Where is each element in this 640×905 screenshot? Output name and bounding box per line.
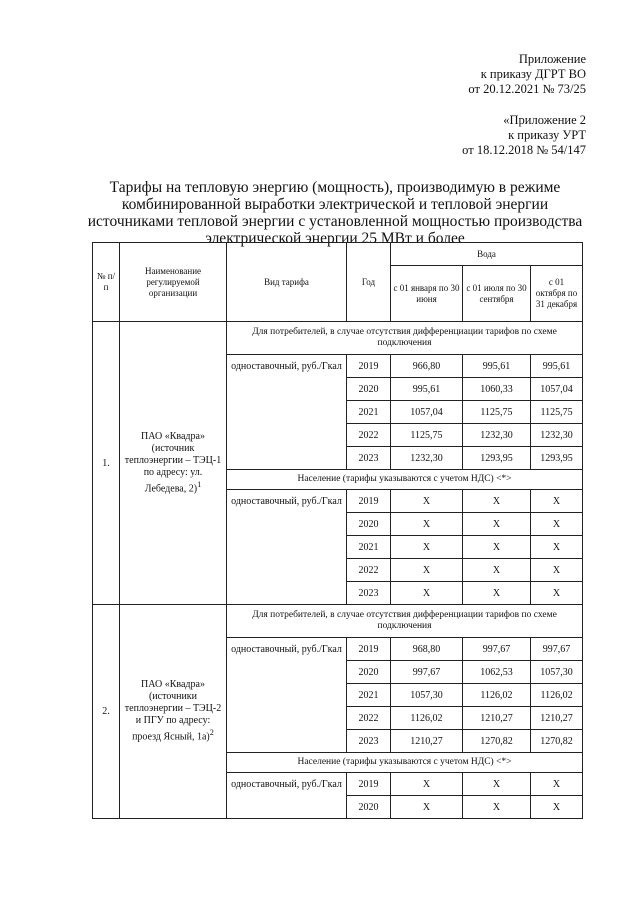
title-line: Тарифы на тепловую энергию (мощность), производимую в режиме: [109, 179, 561, 196]
tariff-value-cell: 995,61: [531, 355, 583, 378]
appendix-line: Приложение: [518, 52, 586, 66]
tariff-kind: одноставочный, руб./Гкал: [227, 490, 347, 605]
section-label: Население (тарифы указываются с учетом НДС) <*>: [227, 753, 583, 773]
column-header-year: Год: [347, 243, 391, 322]
section-label: Для потребителей, в случае отсутствия дифференциации тарифов по схеме подключения: [227, 605, 583, 638]
tariff-value-cell: Х: [463, 536, 531, 559]
year-cell: 2019: [347, 490, 391, 513]
year-cell: 2021: [347, 684, 391, 707]
tariff-value-cell: 1210,27: [463, 707, 531, 730]
tariff-value-cell: Х: [531, 559, 583, 582]
tariff-value-cell: Х: [531, 773, 583, 796]
section-row: [93, 322, 583, 355]
tariff-value-cell: Х: [531, 536, 583, 559]
tariff-kind: одноставочный, руб./Гкал: [227, 638, 347, 753]
appendix-line: от 20.12.2021 № 73/25: [468, 82, 586, 96]
appendix-header: [468, 52, 586, 97]
footnote-marker: 1: [197, 479, 202, 489]
column-header-period: с 01 января по 30 июня: [391, 266, 463, 322]
tariff-value-cell: 966,80: [391, 355, 463, 378]
tariff-value-cell: 1057,04: [531, 378, 583, 401]
original-appendix-line: к приказу УРТ: [508, 128, 586, 142]
org-number: 2.: [93, 605, 120, 819]
tariff-value-cell: 1232,30: [391, 447, 463, 470]
title-line: комбинированной выработки электрической и тепловой энергии: [121, 196, 549, 213]
tariff-kind: одноставочный, руб./Гкал: [227, 355, 347, 470]
tariff-value-cell: Х: [531, 513, 583, 536]
tariff-value-cell: 1057,04: [391, 401, 463, 424]
year-cell: 2020: [347, 513, 391, 536]
tariff-value-cell: Х: [391, 513, 463, 536]
column-header-period: с 01 июля по 30 сентября: [463, 266, 531, 322]
tariff-value-cell: 1125,75: [531, 401, 583, 424]
year-cell: 2023: [347, 730, 391, 753]
tariff-value-cell: Х: [391, 773, 463, 796]
tariff-value-cell: 1057,30: [531, 661, 583, 684]
tariff-value-cell: 1232,30: [463, 424, 531, 447]
year-cell: 2022: [347, 424, 391, 447]
tariff-kind: одноставочный, руб./Гкал: [227, 773, 347, 819]
tariff-value-cell: 1125,75: [391, 424, 463, 447]
tariff-value-cell: 1293,95: [531, 447, 583, 470]
year-cell: 2020: [347, 378, 391, 401]
tariff-value-cell: 1270,82: [463, 730, 531, 753]
tariff-value-cell: Х: [391, 559, 463, 582]
original-appendix-line: «Приложение 2: [503, 113, 586, 127]
tariff-value-cell: 1126,02: [391, 707, 463, 730]
tariff-value-cell: Х: [531, 582, 583, 605]
original-appendix-line: от 18.12.2018 № 54/147: [462, 143, 586, 157]
column-header-period: с 01 октября по 31 декабря: [531, 266, 583, 322]
year-cell: 2022: [347, 559, 391, 582]
tariff-value-cell: Х: [531, 796, 583, 819]
section-label: Для потребителей, в случае отсутствия дифференциации тарифов по схеме подключения: [227, 322, 583, 355]
tariff-value-cell: 997,67: [463, 638, 531, 661]
tariff-value-cell: 1293,95: [463, 447, 531, 470]
section-row: [93, 605, 583, 638]
org-name: ПАО «Квадра» (источники теплоэнергии – ТЭЦ-2 и ПГУ по адресу: проезд Ясный, 1а): [124, 679, 222, 743]
tariff-value-cell: Х: [463, 582, 531, 605]
title-line: электрической энергии 25 МВт и более: [205, 230, 465, 247]
year-cell: 2019: [347, 355, 391, 378]
tariff-value-cell: 1125,75: [463, 401, 531, 424]
tariff-value-cell: 1126,02: [531, 684, 583, 707]
tariff-value-cell: 1060,33: [463, 378, 531, 401]
tariff-value-cell: 968,80: [391, 638, 463, 661]
year-cell: 2020: [347, 661, 391, 684]
tariff-value-cell: 1232,30: [531, 424, 583, 447]
year-cell: 2019: [347, 638, 391, 661]
column-header-num: № п/п: [93, 243, 120, 322]
column-header-kind: Вид тарифа: [227, 243, 347, 322]
tariff-table: [92, 242, 583, 819]
year-cell: 2020: [347, 796, 391, 819]
tariff-value-cell: 997,67: [531, 638, 583, 661]
org-number: 1.: [93, 322, 120, 605]
tariff-value-cell: 995,61: [391, 378, 463, 401]
tariff-value-cell: Х: [391, 796, 463, 819]
year-cell: 2021: [347, 401, 391, 424]
tariff-value-cell: 995,61: [463, 355, 531, 378]
year-cell: 2021: [347, 536, 391, 559]
year-cell: 2023: [347, 582, 391, 605]
tariff-value-cell: 1062,53: [463, 661, 531, 684]
tariff-value-cell: Х: [463, 796, 531, 819]
column-header-org: Наименование регулируемой организации: [120, 243, 227, 322]
year-cell: 2023: [347, 447, 391, 470]
org-name-cell: [120, 322, 227, 605]
footnote-marker: 2: [209, 728, 214, 738]
document-title: [70, 179, 600, 247]
original-appendix-header: [462, 113, 586, 158]
tariff-value-cell: 1210,27: [391, 730, 463, 753]
tariff-value-cell: Х: [463, 773, 531, 796]
tariff-value-cell: Х: [531, 490, 583, 513]
tariff-value-cell: Х: [391, 490, 463, 513]
tariff-value-cell: Х: [391, 582, 463, 605]
section-label: Население (тарифы указываются с учетом НДС) <*>: [227, 470, 583, 490]
appendix-line: к приказу ДГРТ ВО: [480, 67, 586, 81]
tariff-value-cell: Х: [463, 513, 531, 536]
title-line: источниками тепловой энергии с установленной мощностью производства: [87, 213, 583, 230]
tariff-value-cell: 1057,30: [391, 684, 463, 707]
tariff-value-cell: Х: [463, 559, 531, 582]
year-cell: 2019: [347, 773, 391, 796]
org-name: ПАО «Квадра» (источник теплоэнергии – ТЭЦ-1 по адресу: ул. Лебедева, 2): [124, 430, 222, 495]
tariff-value-cell: Х: [391, 536, 463, 559]
tariff-value-cell: 1270,82: [531, 730, 583, 753]
org-name-cell: [120, 605, 227, 819]
tariff-value-cell: 997,67: [391, 661, 463, 684]
column-header-water: Вода: [391, 243, 583, 266]
tariff-value-cell: 1210,27: [531, 707, 583, 730]
tariff-value-cell: 1126,02: [463, 684, 531, 707]
tariff-value-cell: Х: [463, 490, 531, 513]
year-cell: 2022: [347, 707, 391, 730]
tariff-table-body: [93, 322, 583, 819]
